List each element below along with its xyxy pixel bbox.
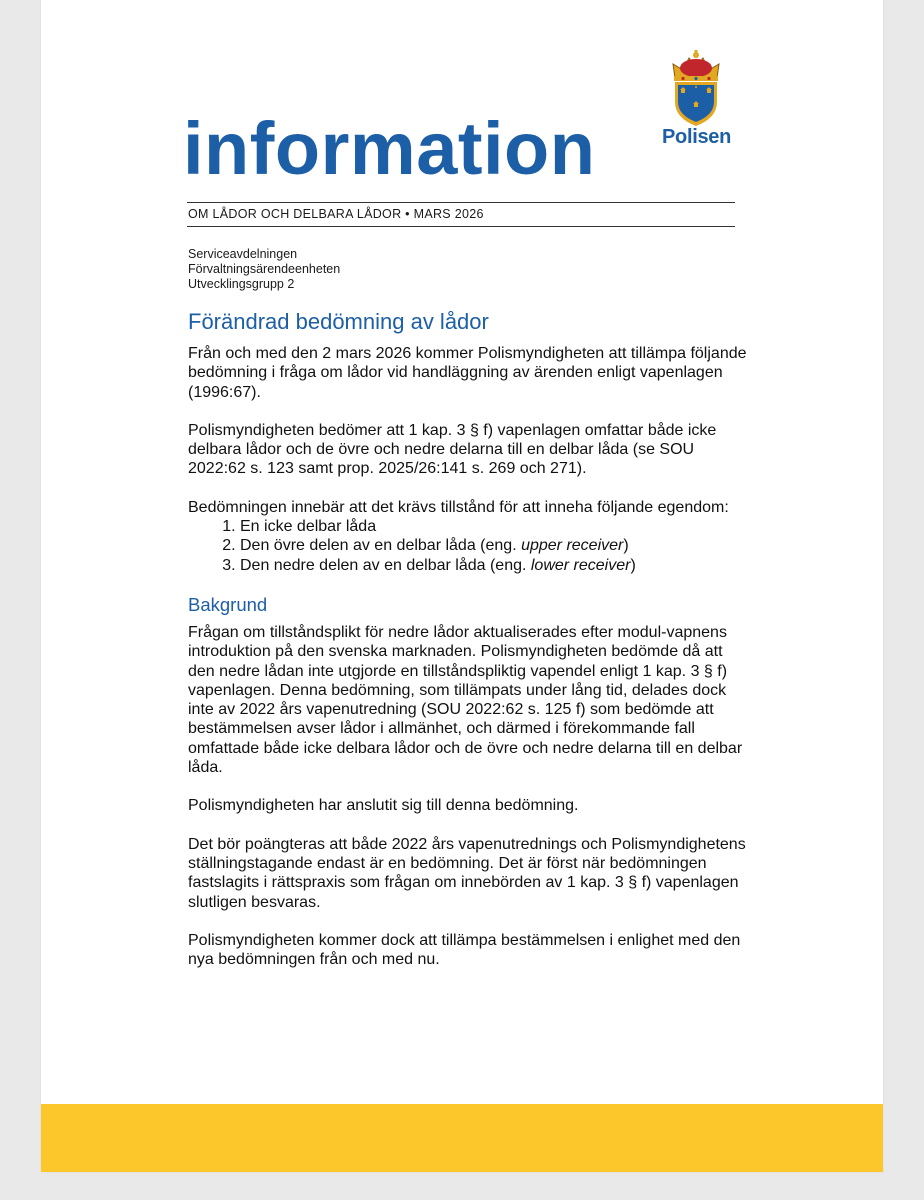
polisen-logo-text: Polisen: [662, 126, 732, 148]
list-item: 3. Den nedre delen av en delbar låda (eng. lower receiver): [240, 556, 748, 575]
list-item: 1. En icke delbar låda: [240, 517, 748, 536]
paragraph: Polismyndigheten kommer dock att tillämpa bestämmelsen i enlighet med den nya bedömningen från och med nu.: [188, 931, 741, 969]
section-heading: Bakgrund: [188, 593, 268, 615]
document-subheader: OM LÅDOR OCH DELBARA LÅDOR • MARS 2026: [188, 207, 484, 221]
paragraph: Polismyndigheten har anslutit sig till denna bedömning.: [188, 797, 579, 815]
section-heading: Förändrad bedömning av lådor: [188, 309, 489, 334]
requirements-list: [188, 517, 748, 575]
paragraph: Bedömningen innebär att det krävs tillstånd för att inneha följande egendom:: [188, 498, 729, 516]
paragraph: Från och med den 2 mars 2026 kommer Polismyndigheten att tillämpa följande bedömning i fråga om lådor vid handläggning av ärenden enligt vapenlagen (1996:67).: [188, 345, 747, 401]
crown-shield-icon: [665, 48, 727, 128]
header-rule-top: [187, 202, 735, 203]
header-rule-bottom: [187, 226, 735, 227]
department-line: Utvecklingsgrupp 2: [188, 277, 295, 291]
paragraph: Polismyndigheten bedömer att 1 kap. 3 § f) vapenlagen omfattar både icke delbara lådor och de övre och nedre delarna till en delbar låda (se SOU 2022:62 s. 123 samt prop. 2025/26:141 s. 269 och 271).: [188, 421, 717, 478]
paragraph: Frågan om tillståndsplikt för nedre lådor aktualiserades efter modul-vapnens introduktion på den svenska marknaden. Polismyndigheten bedömde då att den nedre lådan inte utgjorde en tillståndspliktig vapendel enligt 1 kap. 3 § f) vapenlagen. Denna bedömning, som tillämpats under lång tid, delades dock inte av 2022 års vapenutredning (SOU 2022:62 s. 125 f) som bedömde att bestämmelsen avser lådor i allmänhet, och därmed i förekommande fall omfattade både icke delbara lådor och de övre och nedre delarna till en delbar låda.: [188, 623, 743, 777]
department-line: Förvaltningsärendeenheten: [188, 262, 341, 276]
document-page: [41, 0, 883, 1172]
document-body: [188, 308, 748, 988]
department-block: [188, 247, 340, 292]
paragraph: Det bör poängteras att både 2022 års vapenutrednings och Polismyndighetens ställningstagande endast är en bedömning. Det är först när bedömningen fastslagits i rättspraxis som frågan om innebörden av 1 kap. 3 § f) vapenlagen slutligen besvaras.: [188, 835, 746, 911]
document-title: information: [183, 107, 596, 190]
footer-yellow-band: [41, 1104, 883, 1172]
department-line: Serviceavdelningen: [188, 247, 298, 261]
list-item: 2. Den övre delen av en delbar låda (eng. upper receiver): [240, 536, 748, 555]
